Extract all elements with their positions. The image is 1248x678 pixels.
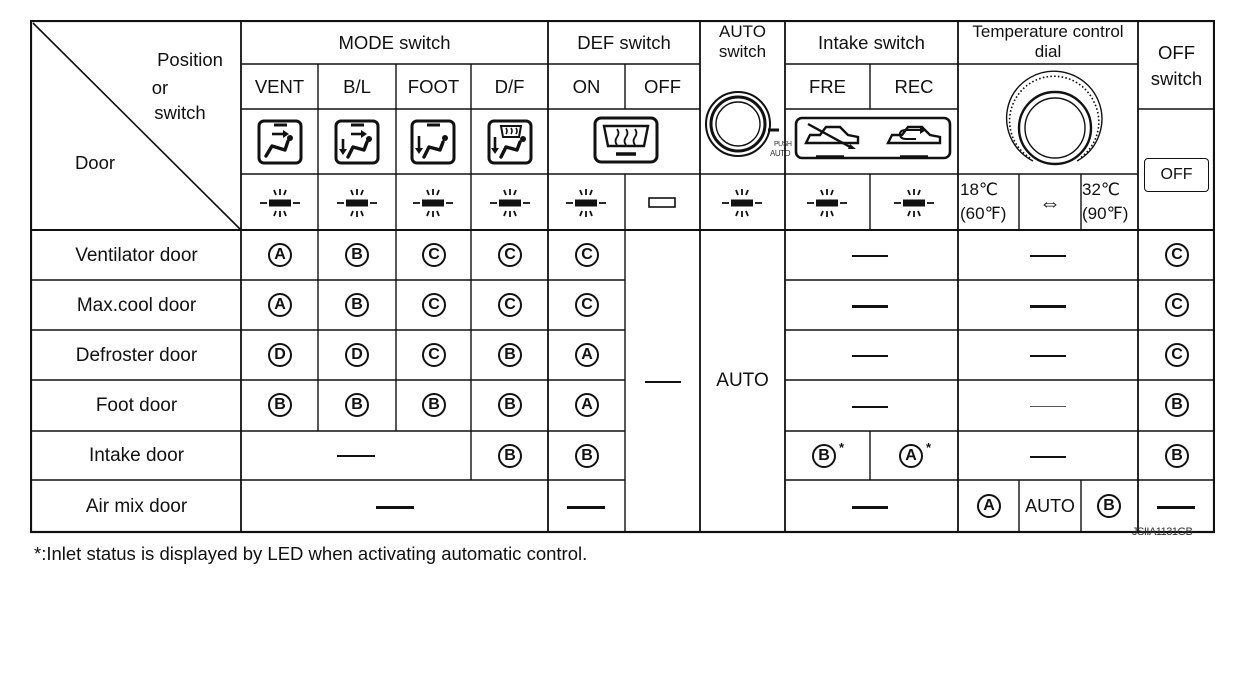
mode-switch-header: MODE switch bbox=[338, 31, 451, 53]
position-label: Position bbox=[157, 48, 223, 70]
position-marker: A bbox=[575, 393, 599, 417]
not-applicable-dash bbox=[645, 381, 681, 383]
def-off-label: OFF bbox=[644, 76, 681, 97]
not-applicable-dash bbox=[1030, 255, 1066, 257]
row-label-foot-door: Foot door bbox=[95, 395, 178, 416]
not-applicable-dash bbox=[852, 406, 888, 408]
temp-high-c: 32℃ bbox=[1082, 180, 1121, 199]
led-off-def-icon bbox=[647, 196, 677, 210]
temp-dial-header-line2: dial bbox=[1034, 42, 1062, 61]
not-applicable-dash bbox=[376, 506, 414, 509]
mode-vent-label: VENT bbox=[254, 76, 305, 97]
bilevel-mode-icon bbox=[334, 119, 380, 165]
push-auto-label: AUTO bbox=[770, 149, 791, 158]
position-marker: C bbox=[422, 343, 446, 367]
temperature-dial-icon bbox=[1000, 66, 1110, 172]
foot-mode-icon bbox=[410, 119, 456, 165]
not-applicable-dash bbox=[1030, 406, 1066, 407]
position-marker: C bbox=[1165, 243, 1189, 267]
not-applicable-dash bbox=[1157, 506, 1195, 509]
door-label: Door bbox=[74, 151, 116, 173]
temp-high-f: (90℉) bbox=[1082, 204, 1129, 223]
push-label: PUSH bbox=[774, 141, 792, 148]
footnote-asterisk: * bbox=[926, 440, 932, 455]
not-applicable-dash bbox=[1030, 305, 1066, 308]
position-marker: B bbox=[498, 343, 522, 367]
intake-rocker-icon bbox=[794, 116, 952, 164]
door-position-table bbox=[30, 20, 1215, 534]
auto-knob-icon bbox=[704, 80, 784, 172]
off-switch-header-line2: switch bbox=[1150, 67, 1203, 89]
row-label-max-cool-door: Max.cool door bbox=[76, 294, 197, 316]
switch-label: switch bbox=[154, 101, 206, 123]
off-switch-header-line1: OFF bbox=[1158, 41, 1195, 63]
temp-range-arrow-icon: ⇔ bbox=[1039, 189, 1061, 215]
led-on-fre-icon bbox=[805, 188, 849, 218]
row-label-air-mix-door: Air mix door bbox=[85, 495, 188, 517]
auto-cell: AUTO bbox=[716, 369, 769, 391]
led-on-def-icon bbox=[564, 188, 608, 218]
temp-low-c: 18℃ bbox=[960, 180, 999, 199]
led-on-foot-icon bbox=[411, 188, 455, 218]
position-marker: C bbox=[498, 293, 522, 317]
position-marker: B bbox=[268, 393, 292, 417]
position-marker: B bbox=[1165, 393, 1189, 417]
position-marker: D bbox=[268, 343, 292, 367]
intake-fre-label: FRE bbox=[809, 76, 846, 97]
mode-df-label: D/F bbox=[494, 76, 525, 97]
vent-mode-icon bbox=[257, 119, 303, 165]
position-marker: B bbox=[345, 243, 369, 267]
not-applicable-dash bbox=[1030, 355, 1066, 357]
or-label: or bbox=[151, 76, 169, 98]
mode-foot-label: FOOT bbox=[407, 76, 460, 97]
footnote: *:Inlet status is displayed by LED when activating automatic control. bbox=[34, 543, 588, 564]
position-marker: B bbox=[1097, 494, 1121, 518]
air-mix-auto-cell: AUTO bbox=[1025, 495, 1075, 516]
def-windshield-icon bbox=[593, 116, 659, 164]
position-marker: A bbox=[268, 293, 292, 317]
position-marker: B bbox=[498, 444, 522, 468]
auto-switch-header-line1: AUTO bbox=[719, 22, 766, 41]
not-applicable-dash bbox=[337, 455, 375, 457]
position-marker: B bbox=[345, 293, 369, 317]
position-marker: C bbox=[1165, 293, 1189, 317]
position-marker: B bbox=[422, 393, 446, 417]
position-marker: B bbox=[575, 444, 599, 468]
row-label-intake-door: Intake door bbox=[88, 445, 185, 466]
temp-low-f: (60℉) bbox=[960, 204, 1007, 223]
led-on-auto-icon bbox=[720, 188, 764, 218]
def-on-label: ON bbox=[572, 76, 601, 97]
position-marker: A bbox=[268, 243, 292, 267]
off-button: OFF bbox=[1144, 158, 1209, 192]
temp-dial-header-line1: Temperature control bbox=[972, 22, 1124, 41]
not-applicable-dash bbox=[567, 506, 605, 509]
not-applicable-dash bbox=[852, 355, 888, 357]
position-marker: A bbox=[899, 444, 923, 468]
position-marker: C bbox=[422, 293, 446, 317]
position-marker: C bbox=[575, 293, 599, 317]
position-marker: A bbox=[575, 343, 599, 367]
not-applicable-dash bbox=[852, 506, 888, 509]
position-marker: C bbox=[1165, 343, 1189, 367]
mode-bl-label: B/L bbox=[343, 76, 371, 97]
def-switch-header: DEF switch bbox=[577, 31, 671, 53]
position-marker: C bbox=[422, 243, 446, 267]
intake-switch-header: Intake switch bbox=[818, 31, 925, 53]
defrost-foot-mode-icon bbox=[487, 119, 533, 165]
position-marker: B bbox=[345, 393, 369, 417]
position-marker: C bbox=[575, 243, 599, 267]
position-marker: A bbox=[977, 494, 1001, 518]
footnote-asterisk: * bbox=[839, 440, 845, 455]
led-on-rec-icon bbox=[892, 188, 936, 218]
not-applicable-dash bbox=[1030, 456, 1066, 458]
not-applicable-dash bbox=[852, 255, 888, 257]
position-marker: C bbox=[498, 243, 522, 267]
position-marker: B bbox=[1165, 444, 1189, 468]
row-label-ventilator-door: Ventilator door bbox=[75, 244, 198, 266]
led-on-df-icon bbox=[488, 188, 532, 218]
led-on-bl-icon bbox=[335, 188, 379, 218]
position-marker: B bbox=[812, 444, 836, 468]
not-applicable-dash bbox=[852, 305, 888, 308]
led-on-vent-icon bbox=[258, 188, 302, 218]
row-label-defroster-door: Defroster door bbox=[75, 344, 198, 366]
auto-switch-header-line2: switch bbox=[718, 42, 767, 61]
figure-id: JSIIA1131GB bbox=[1132, 526, 1193, 538]
position-marker: B bbox=[498, 393, 522, 417]
position-marker: D bbox=[345, 343, 369, 367]
intake-rec-label: REC bbox=[894, 76, 934, 97]
